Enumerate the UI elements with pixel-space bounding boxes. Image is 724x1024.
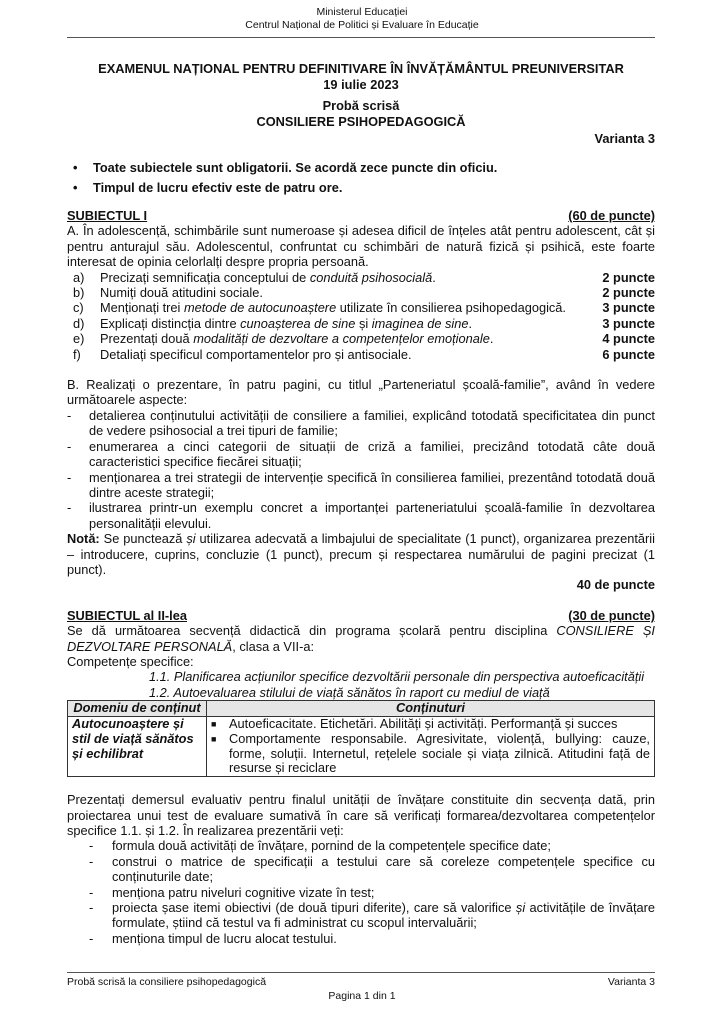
partB-item: - menționarea a trei strategii de intervenție specifică în consilierea familiei, prezentând totodată două dintre aceste strategii;	[67, 469, 655, 500]
competence-item: 1.2. Autoevaluarea stilului de viață sănătos în raport cu mediul de viață	[149, 684, 550, 700]
footer-title: Probă scrisă la consiliere psihopedagogică	[67, 976, 267, 988]
page-header	[0, 6, 724, 32]
exam-variant: Varianta 3	[594, 131, 655, 146]
exam-title: EXAMENUL NAȚIONAL PENTRU DEFINITIVARE ÎN ÎNVĂȚĂMÂNTUL PREUNIVERSITAR	[98, 61, 624, 76]
subject2-task: Prezentați demersul evaluativ pentru finalul unității de învățare constituite din secvența dată, prin proiectarea unui test de evaluare sumativă în care să verificați formarea/dezvoltarea competențelor specifice 1.1. și 1.2. În realizarea prezentării veți:	[67, 792, 655, 838]
task-item: c) Menționați trei metode de autocunoaștere utilizate în consilierea psihopedagogică. 3 puncte	[73, 300, 655, 316]
task-item: d) Explicați distincția dintre cunoașterea de sine și imaginea de sine. 3 puncte	[73, 315, 655, 331]
rule-item: • Toate subiectele sunt obligatorii. Se acordă zece puncte din oficiu.	[67, 158, 655, 178]
exam-content	[67, 208, 655, 946]
subject2-item: - menționa timpul de lucru alocat testului.	[89, 930, 337, 946]
footer-variant: Varianta 3	[607, 976, 655, 988]
subject2-title: SUBIECTUL al II-lea	[67, 607, 187, 623]
square-bullet-icon: ■	[211, 733, 217, 744]
footer-divider	[67, 972, 655, 973]
list-item: ■ Autoeficacitate. Etichetări. Abilități și activități. Performanță și succes	[211, 715, 618, 731]
partB-item: - ilustrarea printr-un exemplu concret a importanței parteneriatului școală-familie în dezvoltarea personalității elevului.	[67, 500, 655, 531]
table-header-domain: Domeniu de conținut	[68, 701, 207, 717]
subject1-heading	[67, 208, 655, 223]
subject2-item: - proiecta șase itemi obiectivi (de două tipuri diferite), care să valorifice și activitățile de învățare formulate, știind că testul va fi administrat cu scopul intervaluării;	[89, 900, 655, 931]
table-header-row	[68, 701, 655, 717]
rule-item: • Timpul de lucru efectiv este de patru ore.	[67, 178, 655, 198]
exam-type: Probă scrisă	[322, 98, 400, 113]
page-number: Pagina 1 din 1	[328, 990, 396, 1002]
subject2-item: - formula două activități de învățare, pornind de la competențele specifice date;	[89, 838, 551, 854]
subject2-intro: Se dă următoarea secvență didactică din programa școlară pentru disciplina CONSILIERE ȘI DEZVOLTARE PERSONALĂ, clasa a VII-a:	[67, 623, 655, 654]
exam-subject: CONSILIERE PSIHOPEDAGOGICĂ	[256, 113, 466, 129]
subject1-intro: A. În adolescență, schimbările sunt numeroase și adesea dificil de înțeles atât pentru adolescent, cât și pentru anturajul său. Adolescentul, confruntat cu schimbări de natură fizică și psihică, este foarte interesat de opinia celorlalți despre propria persoană.	[67, 223, 655, 270]
task-item: e) Prezentați două modalități de dezvoltare a competențelor emoționale. 4 puncte	[73, 331, 655, 347]
task-item: b) Numiți două atitudini sociale. 2 puncte	[73, 285, 655, 301]
center-name: Centrul Național de Politici și Evaluare în Educație	[245, 19, 479, 31]
table-row	[68, 716, 655, 776]
header-divider	[67, 37, 655, 38]
subject1-points: (60 de puncte)	[568, 208, 655, 223]
exam-title-block	[67, 61, 655, 129]
table-cell-contents	[207, 716, 655, 776]
subject2-heading	[67, 608, 655, 623]
list-item: ■ Comportamente responsabile. Agresivitate, violență, bullying: cauze, forme, soluții. Internetul, rețelele sociale și viața zilnică. Atitudini față de resurse și reciclare	[211, 730, 650, 776]
task-item: a) Precizați semnificația conceptului de conduită psihosocială. 2 puncte	[73, 269, 655, 285]
exam-date: 19 iulie 2023	[323, 76, 399, 92]
subject2-points: (30 de puncte)	[568, 607, 655, 623]
partB-item: - detalierea conținutului activității de consiliere a familiei, explicând totodată specificitatea din punct de vedere psihosocial a trei tipuri de familie;	[67, 407, 655, 439]
partB-points: 40 de puncte	[576, 577, 655, 593]
subject1-title: SUBIECTUL I	[67, 208, 148, 223]
subject2-item: - construi o matrice de specificații a testului care să coreleze competențele specifice cu conținuturile date;	[89, 853, 655, 885]
bullet-icon: •	[73, 160, 78, 175]
competences-label: Competențe specifice:	[67, 653, 194, 669]
partB-item: - enumerarea a cinci categorii de situații de criză a familiei, precizând totodată câte două caracteristici specifice fiecărei situații;	[67, 438, 655, 470]
content-table	[67, 700, 655, 777]
bullet-icon: •	[73, 180, 78, 195]
table-header-contents: Conținuturi	[207, 701, 655, 717]
table-cell-domain: Autocunoaștere și stil de viață sănătos și echilibrat	[68, 716, 207, 776]
subject2-item: - menționa patru niveluri cognitive vizate în test;	[89, 884, 375, 900]
ministry-name: Ministerul Educației	[316, 6, 408, 18]
general-rules	[67, 158, 655, 198]
task-item: f) Detaliați specificul comportamentelor pro și antisociale. 6 puncte	[73, 346, 655, 362]
square-bullet-icon: ■	[211, 718, 217, 729]
competence-item: 1.1. Planificarea acțiunilor specifice dezvoltării personale din perspectiva autoeficacității	[149, 669, 645, 685]
partB-intro: B. Realizați o prezentare, în patru pagini, cu titlul „Parteneriatul școală-familie”, având în vedere următoarele aspecte:	[67, 377, 655, 408]
partB-note: Notă: Se punctează și utilizarea adecvată a limbajului de specialitate (1 punct), organizarea prezentării – introducere, cuprins, concluzie (1 punct), precum și respectarea numărului de pagini precizat (1 punct).	[67, 531, 655, 577]
